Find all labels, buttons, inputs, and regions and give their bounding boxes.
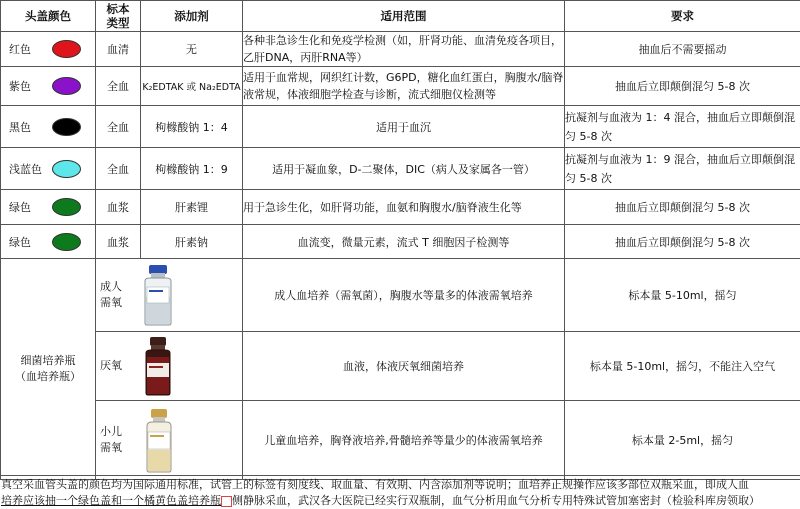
table-row — [1, 401, 800, 480]
cap-color-name: 紫色 — [9, 80, 31, 93]
table-row — [1, 106, 800, 148]
bottle-label — [147, 363, 169, 377]
cap-color-swatch — [52, 198, 81, 216]
culture-label-line2: （血培养瓶） — [15, 370, 81, 383]
bottle-kind-line2: 需氧 — [100, 296, 122, 309]
bottle-label-band — [149, 290, 163, 292]
header-requirement: 要求 — [565, 1, 800, 32]
scope: 适用于血沉 — [243, 106, 565, 148]
sample-type: 血浆 — [96, 225, 141, 259]
header-cap-color: 头盖颜色 — [1, 1, 96, 32]
footer-note-line2b: 侧静脉采血，武汉各大医院已经实行双瓶制，血气分析用血气分析专用特殊试管加塞密封（检验科库房领取） — [232, 494, 760, 507]
culture-bottle-label — [1, 259, 96, 480]
footer-note — [0, 475, 800, 509]
bottle-cell — [96, 401, 243, 480]
additive: K₂EDTAK 或 Na₂EDTA — [141, 67, 243, 106]
header-sample-type — [96, 1, 141, 32]
bottle-label — [147, 287, 169, 303]
requirement: 抗凝剂与血液为 1：9 混合，抽血后立即颠倒混匀 5-8 次 — [565, 148, 800, 190]
scope: 适用于血常规，网织红计数，G6PD，糖化血红蛋白，胸腹水/脑脊液常规，体液细胞学检查与诊断，流式细胞仪检测等 — [243, 67, 565, 106]
culture-label-line1: 细菌培养瓶 — [20, 354, 76, 367]
cap-color-name: 浅蓝色 — [9, 162, 42, 176]
bottle-label-band — [149, 366, 163, 368]
sample-type: 全血 — [96, 148, 141, 190]
bottle-liquid — [148, 450, 170, 471]
additive: 肝素钠 — [141, 225, 243, 259]
header-sample-type-line2: 类型 — [106, 16, 130, 30]
header-sample-type-line1: 标本 — [106, 2, 130, 16]
requirement: 标本量 5-10ml，摇匀 — [565, 259, 800, 332]
table-row — [1, 148, 800, 190]
cap-cell — [1, 225, 96, 259]
sample-type: 血清 — [96, 32, 141, 67]
additive: 枸橼酸钠 1：4 — [141, 106, 243, 148]
scope: 成人血培养（需氧菌），胸腹水等量多的体液需氧培养 — [243, 259, 565, 332]
cap-color-swatch — [52, 160, 81, 178]
cap-cell — [1, 106, 96, 148]
bottle-kind — [96, 358, 126, 374]
bottle-kind-line1: 成人 — [100, 280, 122, 293]
header-row — [1, 1, 800, 32]
cap-color-name: 黑色 — [9, 120, 31, 134]
anaerobic-bottle-image — [136, 335, 180, 397]
cap-color-swatch — [52, 77, 81, 95]
sample-type: 全血 — [96, 106, 141, 148]
bottle-label-band — [150, 435, 164, 437]
bottle-kind-line2: 需氧 — [100, 441, 122, 454]
cap-color-swatch — [52, 40, 81, 58]
bottle-cap — [150, 337, 166, 346]
bottle-label — [148, 432, 170, 449]
inline-mark-icon — [221, 496, 232, 507]
aerobic-adult-bottle-image — [136, 263, 180, 327]
cap-color-name: 绿色 — [9, 235, 31, 249]
cap-cell — [1, 32, 96, 67]
scope: 各种非急诊生化和免疫学检测（如，肝肾功能、血清免疫各项目，乙肝DNA，丙肝RNA等） — [243, 32, 565, 67]
requirement: 抽血后立即颠倒混匀 5-8 次 — [565, 225, 800, 259]
bottle-kind — [96, 279, 126, 311]
scope: 血液，体液厌氧细菌培养 — [243, 332, 565, 401]
table-row — [1, 32, 800, 67]
bottle-cap — [149, 265, 167, 274]
bottle-cell — [96, 259, 243, 332]
cap-color-name: 绿色 — [9, 201, 31, 214]
footer-note-line2a: 培养应该抽一个绿色盖和一个橘黄色盖培养瓶 — [1, 494, 221, 507]
bottle-kind-line1: 厌氧 — [100, 359, 122, 372]
cap-cell — [1, 67, 96, 106]
scope: 用于急诊生化，如肝肾功能，血氨和胸腹水/脑脊液生化等 — [243, 190, 565, 225]
bottle-cell — [96, 332, 243, 401]
pediatric-aerobic-bottle-image — [136, 406, 182, 474]
additive: 枸橼酸钠 1：9 — [141, 148, 243, 190]
additive: 肝素锂 — [141, 190, 243, 225]
requirement: 抗凝剂与血液为 1：4 混合，抽血后立即颠倒混匀 5-8 次 — [565, 106, 800, 148]
cap-color-swatch — [52, 233, 81, 251]
table-row — [1, 259, 800, 332]
header-scope: 适用范围 — [243, 1, 565, 32]
footer-note-line1: 真空采血管头盖的颜色均为国际通用标准，试管上的标签有刻度线、取血量、有效期、内含添加剂等说明；血培养正规操作应该多部位双瓶采血，即成人血 — [1, 478, 749, 491]
requirement: 标本量 2-5ml，摇匀 — [565, 401, 800, 480]
cap-cell — [1, 190, 96, 225]
requirement: 抽血后立即颠倒混匀 5-8 次 — [565, 67, 800, 106]
scope: 适用于凝血象，D-二聚体，DIC（病人及家属各一管） — [243, 148, 565, 190]
table-row — [1, 67, 800, 106]
cap-color-swatch — [52, 118, 81, 136]
sample-type: 全血 — [96, 67, 141, 106]
bottle-kind-line1: 小儿 — [100, 425, 122, 438]
bottle-kind — [96, 424, 126, 456]
cap-color-name: 红色 — [9, 43, 31, 56]
additive: 无 — [141, 32, 243, 67]
table-row — [1, 332, 800, 401]
requirement: 标本量 5-10ml，摇匀，不能注入空气 — [565, 332, 800, 401]
scope: 儿童血培养，胸脊液培养,骨髓培养等量少的体液需氧培养 — [243, 401, 565, 480]
requirement: 抽血后不需要摇动 — [565, 32, 800, 67]
bottle-cap — [151, 409, 167, 418]
requirement: 抽血后立即颠倒混匀 5-8 次 — [565, 190, 800, 225]
sample-type: 血浆 — [96, 190, 141, 225]
table-row — [1, 225, 800, 259]
cap-cell — [1, 148, 96, 190]
scope: 血流变，微量元素，流式 T 细胞因子检测等 — [243, 225, 565, 259]
table-row — [1, 190, 800, 225]
header-additive: 添加剂 — [141, 1, 243, 32]
